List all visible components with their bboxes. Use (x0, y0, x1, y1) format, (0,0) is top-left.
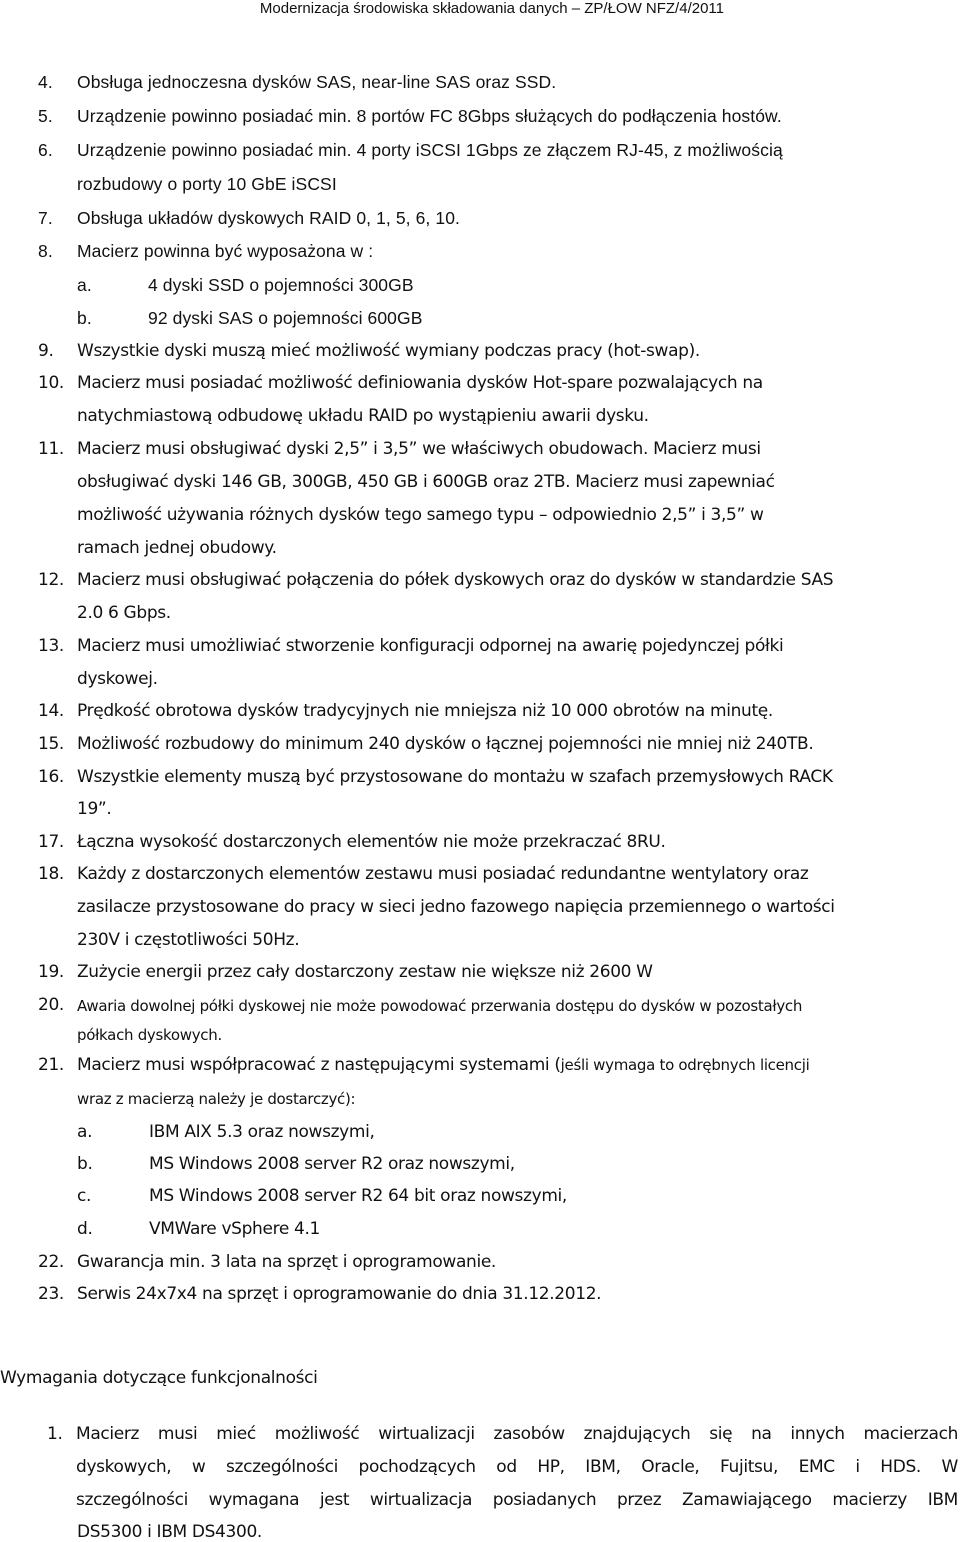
item-text: Awaria dowolnej półki dyskowej nie może powodować przerwania dostępu do dysków w pozostałych (77, 997, 803, 1015)
item-text: Macierz musi umożliwiać stworzenie konfiguracji odpornej na awarię pojedynczej półki (77, 636, 784, 656)
item-letter: b. (77, 308, 92, 328)
item-number: 8. (38, 241, 53, 261)
item-text: Gwarancja min. 3 lata na sprzęt i oprogramowanie. (77, 1252, 496, 1272)
item-number: 7. (38, 208, 53, 228)
item-text: Macierz musi obsługiwać połączenia do półek dyskowych oraz do dysków w standardzie SAS (77, 570, 834, 590)
item-number: 10. (38, 373, 64, 393)
item-text: Macierz powinna być wyposażona w : (77, 241, 374, 261)
item-text-note: jeśli wymaga to odrębnych licencji (560, 1056, 810, 1074)
item-text: Obsługa jednoczesna dysków SAS, near-line SAS oraz SSD. (77, 72, 557, 92)
item-text: 92 dyski SAS o pojemności 600GB (148, 308, 423, 328)
item-text: 19”. (77, 799, 112, 819)
item-text: 230V i częstotliwości 50Hz. (77, 930, 300, 950)
item-letter: c. (77, 1186, 92, 1206)
item-letter: d. (77, 1219, 93, 1239)
functional-item-1-line: szczególności wymagana jest wirtualizacja posiadanych przez Zamawiającego macierzy IBM (76, 1490, 958, 1510)
item-number: 17. (38, 832, 64, 852)
functional-item-1-line: dyskowych, w szczególności pochodzących od HP, IBM, Oracle, Fujitsu, EMC i HDS. W (76, 1457, 958, 1477)
item-number: 15. (38, 734, 64, 754)
item-text: obsługiwać dyski 146 GB, 300GB, 450 GB i 600GB oraz 2TB. Macierz musi zapewniać (77, 472, 775, 492)
item-text-main: Macierz musi współpracować z następującymi systemami ( (77, 1055, 561, 1075)
item-text: Każdy z dostarczonych elementów zestawu musi posiadać redundantne wentylatory oraz (77, 864, 809, 884)
item-number: 21. (38, 1055, 64, 1075)
item-text: wraz z macierzą należy je dostarczyć): (77, 1090, 356, 1108)
item-text: Macierz musi posiadać możliwość definiowania dysków Hot-spare pozwalających na (77, 373, 763, 393)
item-text: MS Windows 2008 server R2 64 bit oraz nowszymi, (149, 1186, 567, 1206)
item-letter: b. (77, 1154, 93, 1174)
item-text: Prędkość obrotowa dysków tradycyjnych nie mniejsza niż 10 000 obrotów na minutę. (77, 701, 773, 721)
item-text: Wszystkie dyski muszą mieć możliwość wymiany podczas pracy (hot-swap). (77, 341, 700, 361)
item-number: 19. (38, 962, 64, 982)
item-text: półkach dyskowych. (77, 1026, 222, 1044)
item-number: 18. (38, 864, 64, 884)
page-header: Modernizacja środowiska składowania danych – ZP/ŁOW NFZ/4/2011 (259, 0, 724, 17)
item-letter: a. (77, 1122, 93, 1142)
item-text: Możliwość rozbudowy do minimum 240 dysków o łącznej pojemności nie mniej niż 240TB. (77, 734, 814, 754)
item-number: 12. (38, 570, 64, 590)
item-text: MS Windows 2008 server R2 oraz nowszymi, (149, 1154, 515, 1174)
item-text: IBM AIX 5.3 oraz nowszymi, (149, 1122, 375, 1142)
item-letter: a. (77, 275, 92, 295)
item-text: rozbudowy o porty 10 GbE iSCSI (77, 174, 337, 194)
item-text: Macierz musi obsługiwać dyski 2,5” i 3,5” we właściwych obudowach. Macierz musi (77, 439, 761, 459)
item-number: 5. (38, 106, 53, 126)
item-number: 1. (47, 1424, 63, 1444)
item-number: 9. (38, 341, 54, 361)
item-text: możliwość używania różnych dysków tego samego typu – odpowiednio 2,5” i 3,5” w (77, 505, 764, 525)
item-text: ramach jednej obudowy. (77, 538, 277, 558)
functional-item-1-line: Macierz musi mieć możliwość wirtualizacji zasobów znajdujących się na innych macierzach (76, 1424, 958, 1444)
item-number: 13. (38, 636, 64, 656)
item-text: zasilacze przystosowane do pracy w sieci jedno fazowego napięcia przemiennego o wartości (77, 897, 835, 917)
item-text: DS5300 i IBM DS4300. (77, 1522, 262, 1542)
item-text: Urządzenie powinno posiadać min. 8 portów FC 8Gbps służących do podłączenia hostów. (77, 106, 782, 126)
item-number: 14. (38, 701, 64, 721)
item-text: Serwis 24x7x4 na sprzęt i oprogramowanie do dnia 31.12.2012. (77, 1284, 602, 1304)
item-number: 22. (38, 1252, 64, 1272)
item-number: 6. (38, 140, 53, 160)
item-text: dyskowej. (77, 669, 158, 689)
item-number: 11. (38, 439, 64, 459)
item-text (77, 1055, 809, 1075)
item-text: Urządzenie powinno posiadać min. 4 porty iSCSI 1Gbps ze złączem RJ-45, z możliwością (77, 140, 783, 160)
item-text: Obsługa układów dyskowych RAID 0, 1, 5, 6, 10. (77, 208, 460, 228)
item-text: 2.0 6 Gbps. (77, 603, 171, 623)
item-text: Zużycie energii przez cały dostarczony zestaw nie większe niż 2600 W (77, 962, 653, 982)
item-text: natychmiastową odbudowę układu RAID po wystąpieniu awarii dysku. (77, 406, 649, 426)
item-number: 23. (38, 1284, 64, 1304)
item-number: 4. (38, 72, 53, 92)
item-number: 20. (38, 995, 64, 1015)
item-text: Łączna wysokość dostarczonych elementów nie może przekraczać 8RU. (77, 832, 666, 852)
item-text: Wszystkie elementy muszą być przystosowane do montażu w szafach przemysłowych RACK (77, 767, 833, 787)
item-text: VMWare vSphere 4.1 (149, 1219, 321, 1239)
section-heading: Wymagania dotyczące funkcjonalności (0, 1368, 318, 1388)
item-number: 16. (38, 767, 64, 787)
item-text: 4 dyski SSD o pojemności 300GB (148, 275, 414, 295)
